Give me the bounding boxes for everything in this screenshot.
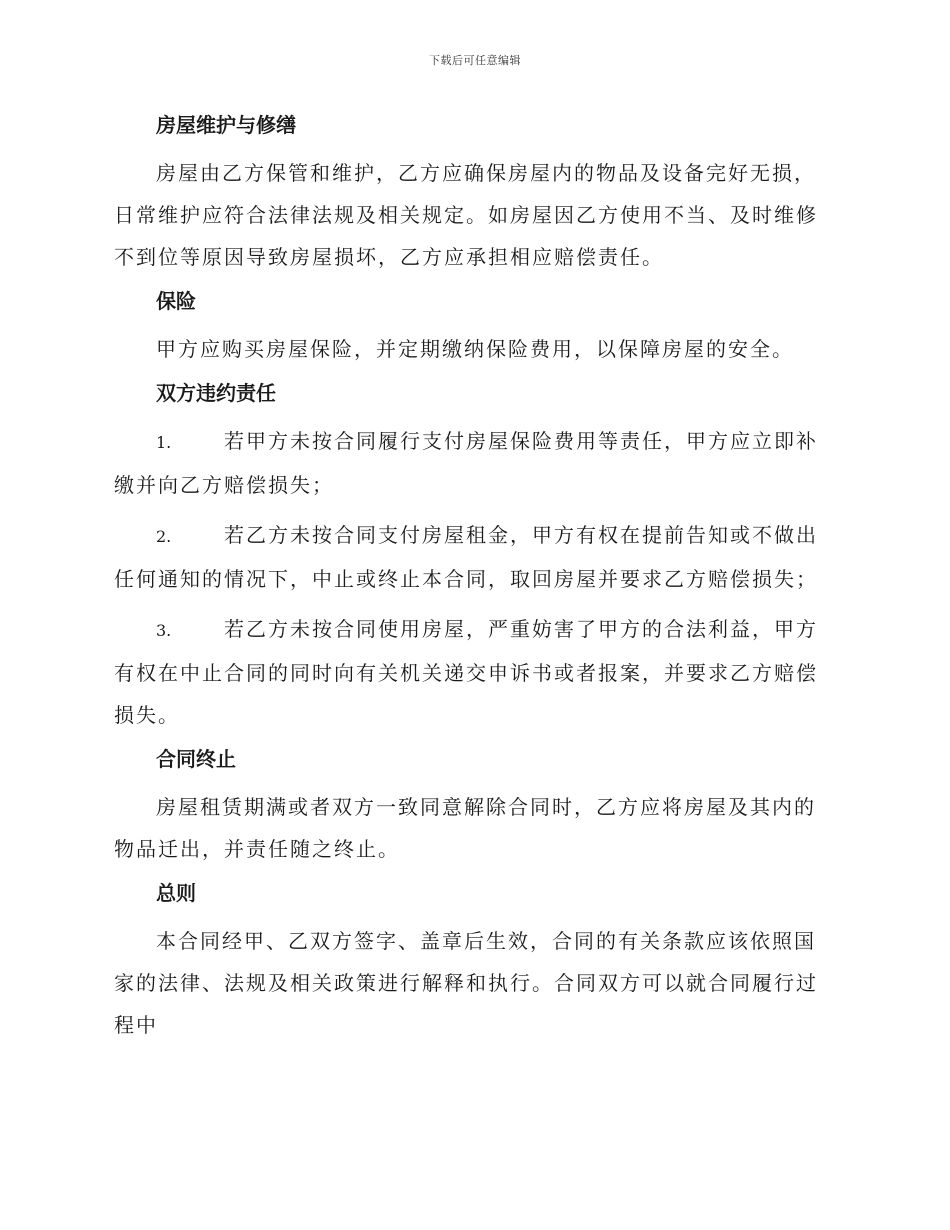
list-item-text: 若甲方未按合同履行支付房屋保险费用等责任，甲方应立即补缴并向乙方赔偿损失；: [114, 429, 818, 497]
page-header: 下载后可任意编辑: [429, 54, 521, 67]
section-heading-maintenance: 房屋维护与修缮: [156, 113, 296, 137]
section-body-termination: 房屋租赁期满或者双方一致同意解除合同时，乙方应将房屋及其内的物品迁出，并责任随之终止。: [114, 795, 816, 861]
list-item: [114, 608, 834, 736]
list-item: [114, 420, 834, 506]
section-heading-termination: 合同终止: [156, 747, 236, 771]
list-item: [114, 514, 834, 600]
section-body-insurance: 甲方应购买房屋保险，并定期缴纳保险费用，以保障房屋的安全。: [156, 337, 794, 361]
list-item-text: 若乙方未按合同使用房屋，严重妨害了甲方的合法利益，甲方有权在中止合同的同时向有关机关递交申诉书或者报案，并要求乙方赔偿损失。: [114, 617, 818, 727]
section-heading-general: 总则: [156, 881, 196, 905]
list-item-number: 2.: [156, 527, 172, 546]
list-item-number: 3.: [156, 621, 172, 640]
section-heading-liability: 双方违约责任: [156, 381, 276, 405]
list-item-text: 若乙方未按合同支付房屋租金，甲方有权在提前告知或不做出任何通知的情况下，中止或终止本合同，取回房屋并要求乙方赔偿损失；: [114, 523, 818, 591]
section-body-general: 本合同经甲、乙双方签字、盖章后生效，合同的有关条款应该依照国家的法律、法规及相关政策进行解释和执行。合同双方可以就合同履行过程中: [114, 929, 818, 1037]
section-body-maintenance: 房屋由乙方保管和维护，乙方应确保房屋内的物品及设备完好无损，日常维护应符合法律法规及相关规定。如房屋因乙方使用不当、及时维修不到位等原因导致房屋损坏，乙方应承担相应赔偿责任。: [114, 161, 818, 269]
list-item-number: 1.: [156, 433, 172, 452]
document-body: [114, 104, 834, 1054]
section-heading-insurance: 保险: [156, 289, 196, 313]
